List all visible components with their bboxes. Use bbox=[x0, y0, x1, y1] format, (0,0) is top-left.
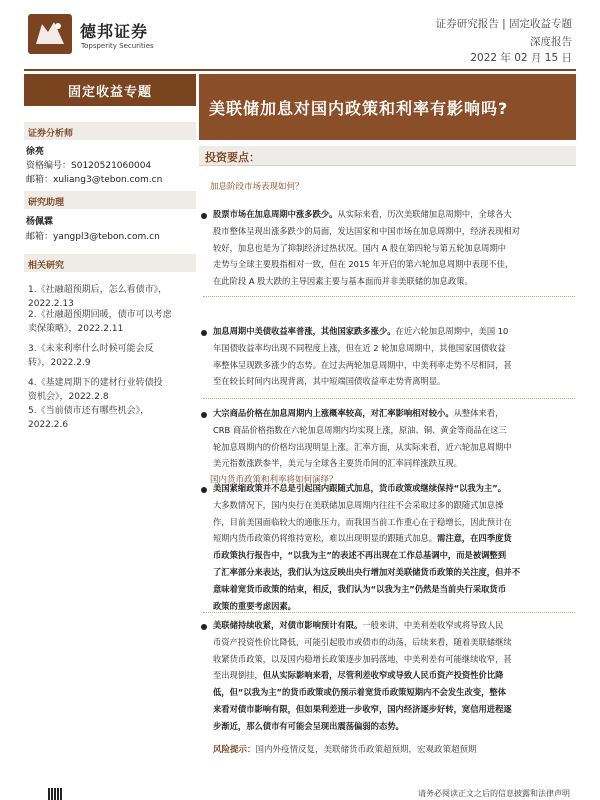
related-item[interactable]: 4.《基建周期下的建材行业转债投 资机会》，2022.2.8 bbox=[28, 378, 163, 402]
related-item[interactable]: 2.《社融超预期回暖，债市可以考虑 卖保策略》，2022.2.11 bbox=[28, 310, 172, 334]
paragraph-policy: 美国紧缩政策并不总是引起国内跟随式加息，货币政策或继续保持“以我为主”。 大多数情况下，国内央行在美联储加息周期内往往不会采取过多的跟随式加息操 作，目前美国面临较大的通胀压力，而我国当前工作重心在于稳增长，因此预计在 短期内货币政策仍将维持宽松，难以出现明显的跟随式加息。需注意，在四季度货 币政策执行报告中，“以我为主”的表述不再出现在工作总基调中，而是被调整到 了汇率部分来表达，我们认为这反映出央行增加对美联储货币政策的关注度，但并不 意味着宽货币政策的结束，相反，我们认为“以我为主”仍然是当前央行采取货币 政策的重要考虑因素。 bbox=[213, 483, 520, 611]
risk-warning bbox=[213, 743, 477, 755]
analyst-email[interactable]: 邮箱：xuliang3@tebon.com.cn bbox=[26, 175, 163, 185]
bullet bbox=[201, 330, 207, 336]
report-title: 美联储加息对国内政策和利率有影响吗? bbox=[199, 74, 576, 140]
report-type: 证券研究报告 | 固定收益专题 bbox=[435, 18, 572, 30]
bullet bbox=[201, 412, 207, 418]
paragraph-bonds: 加息周期中美债收益率普涨，其他国家跌多涨少。在近六轮加息周期中，美国 10 年国债收益率均出现不同程度上涨，但在近 2 轮加息周期中，其他国家国债收益 率整体呈现跌多涨少的态势。在过去两轮加息周期中，中美利率走势不尽相同，甚 至在较长时间内出现背离，其中短端国债收益率走势背离明显。 bbox=[213, 326, 512, 387]
divider bbox=[203, 296, 575, 297]
divider bbox=[203, 612, 575, 613]
analyst-section-label: 证券分析师 bbox=[24, 122, 196, 140]
related-item[interactable]: 1.《社融超预期后，怎么看债市》， 2022.2.13 bbox=[28, 285, 168, 309]
report-date: 2022 年 02 月 15 日 bbox=[470, 52, 572, 64]
related-item[interactable]: 3.《未来利率什么时候可能会反 转》，2022.2.9 bbox=[28, 344, 154, 368]
analyst-name: 徐亮 bbox=[26, 147, 45, 157]
related-section-label: 相关研究 bbox=[24, 254, 196, 272]
key-points-label: 投资要点： bbox=[199, 146, 576, 166]
footer-disclaimer: 请务必阅读正文之后的信息披露和法律声明 bbox=[418, 789, 570, 798]
brand-logo bbox=[28, 14, 154, 58]
assistant-email[interactable]: 邮箱：yangpl3@tebon.com.cn bbox=[26, 232, 160, 242]
logo-mark-icon bbox=[28, 14, 72, 54]
analyst-cert: 资格编号：S0120521060004 bbox=[26, 161, 152, 171]
qr-code-icon bbox=[48, 788, 62, 800]
subheading-policy: 国内货币政策和利率将如何演绎？ bbox=[210, 475, 338, 485]
related-item[interactable]: 5.《当前债市还有哪些机会》， 2022.2.6 bbox=[28, 406, 150, 430]
logo-name: 德邦证券 bbox=[80, 22, 149, 41]
bullet bbox=[201, 487, 207, 493]
column-label: 固定收益专题 bbox=[24, 74, 196, 106]
report-depth: 深度报告 bbox=[530, 36, 572, 48]
risk-label: 风险提示： bbox=[213, 745, 256, 755]
bullet bbox=[201, 213, 207, 219]
risk-text: 国内外疫情反复，美联储货币政策超预期，宏观政策超预期 bbox=[255, 745, 477, 755]
paragraph-stocks: 股票市场在加息周期中涨多跌少。从实际来看，历次美联储加息周期中，全球各大 股市整体呈现出涨多跌少的局面，发达国家和中国市场在加息周期中，经济表现相对 较好，加息也是为了抑制经济过热状况。国内 A 股在第四轮与第五轮加息周期中 走势与全球主要股指相对一致，但在 2015 年开启的第六轮加息周期中表现不佳， 在此阶段 A 股大跌的主导因素主要与基本面而并非美联储的加息政策。 bbox=[213, 209, 520, 287]
bullet bbox=[201, 624, 207, 630]
subheading-market: 加息阶段市场表现如何？ bbox=[210, 182, 304, 192]
divider bbox=[203, 398, 575, 399]
assistant-section-label: 研究助理 bbox=[24, 191, 196, 209]
paragraph-commodities: 大宗商品价格在加息周期内上涨概率较高，对汇率影响相对较小。从整体来看， CRB 商品价格指数在六轮加息周期内均实现上涨，原油、铜、黄金等商品在这三 轮加息周期内的价格均出现明显上涨。汇率方面，从实际来看，近六轮加息周期中 美元指数涨跌参半，美元与全球各主要货币间的汇率同样涨跌互现。 bbox=[213, 408, 512, 469]
logo-english-name: Topsperity Securities bbox=[81, 42, 154, 50]
assistant-name: 杨佩霖 bbox=[26, 217, 54, 227]
header-divider bbox=[24, 69, 576, 71]
paragraph-bond-market: 美联储持续收紧，对债市影响预计有限。一般来讲，中美利差收窄或将导致人民 币资产投资性价比降低，可能引起股市或债市的动荡，后续来看，随着美联储继续 收紧货币政策，以及国内稳增长政策逐步加码落地，中美利差有可能继续收窄，甚 至出现倒挂，但从实际影响来看，尽管利差收窄或导致人民币资产投资性价比降 低，但“以我为主”的货币政策或仍预示着宽货币政策短期内不会发生改变，整体 来看对债市影响有限，但如果利差进一步收窄，国内经济逐步好转，宽信用进程逐 步渐近，那么债市有可能会呈现出震荡偏弱的态势。 bbox=[213, 620, 512, 731]
